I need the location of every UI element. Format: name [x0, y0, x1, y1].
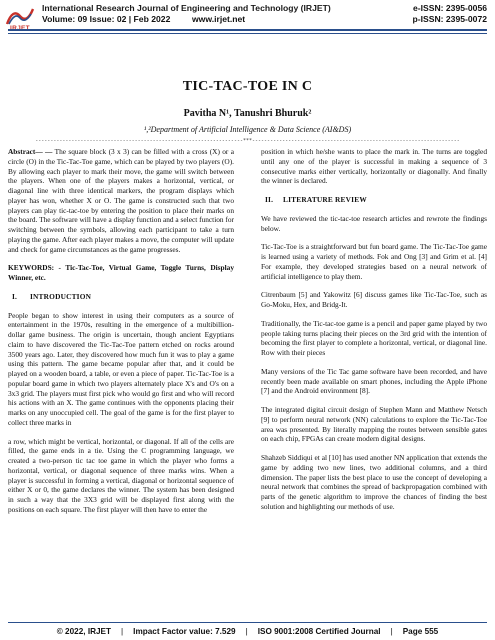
footer-separator: | [245, 627, 248, 636]
journal-name: International Research Journal of Engineering and Technology (IRJET) [42, 3, 331, 13]
section-number: I. [12, 291, 18, 301]
review-paragraph-3: Citrenbaum [5] and Yakowitz [6] discuss games like Tic-Tac-Toe, such as Go-Moku, Hex, and Bridg-It. [261, 290, 487, 309]
section-heading-literature-review [261, 195, 487, 205]
footer-separator: | [121, 627, 124, 636]
issn-block [412, 3, 487, 25]
page-footer [0, 627, 495, 636]
p-issn: p-ISSN: 2395-0072 [412, 14, 487, 24]
review-paragraph-5: Many versions of the Tic Tac game software have been recorded, and have recently been made available on smart phones, including the Apple iPhone [7] and the Android environment [8]. [261, 366, 487, 396]
intro-paragraph-1: People began to show interest in using their computers as a source of entertainment in the 1970s, resulting in the emergence of a multibillion-dollar game business. The origin is uncertain, though ancient Egyptians claim to have discovered the Tic-Tac-Toe pattern etched on rocks around 3500 years ago. Later, they discovered how much fun it was to play a game using this pattern. The game became popular after that, and it could be played on a wooden board, a table, or even a piece of paper. Tic-Tac-Toe is a popular board game in which two players alternately place X's and O's on a 3x3 grid. The players must first pick who would go first and who will record his actions with an X. The game continues with the opponents placing their marks on any unoccupied cell. The goal of the game is for the first player to collect three marks in [8, 310, 234, 427]
right-column [261, 147, 487, 512]
section-number: II. [265, 195, 274, 204]
footer-impact-factor: Impact Factor value: 7.529 [133, 627, 236, 636]
logo-emblem-icon [5, 6, 35, 26]
footer-iso: ISO 9001:2008 Certified Journal [257, 627, 381, 636]
intro-paragraph-2: a row, which might be vertical, horizontal, or diagonal. If all of the cells are filled, the game ends in a tie. Using the C programming language, we created a two-person tic tac toe game in which the player who forms a horizontal, vertical, or diagonal sequence of three marks wins. When a player is successful in forming a vertical, diagonal or horizontal sequence of either X or 0, the game declares the winner. The system has been designed in such a way that the 3X3 grid will be displayed first along with the positions on each square. The first player will then have to enter the [8, 436, 234, 514]
left-column [8, 147, 234, 515]
section-heading-introduction [8, 292, 234, 302]
review-paragraph-7: Shahzeb Siddiqui et al [10] has used another NN application that extends the game by adding two new lines, two additional columns, and a third dimension. The paper lists the best place to use the concept of developing a neural network that combines the spread of backpropagation combined with parts of the genetic algorithm to improve the chances of finding the best solution and highlighting our methods of use. [261, 453, 487, 511]
paper-title: TIC-TAC-TOE IN C [182, 79, 313, 94]
footer-rule [8, 622, 487, 623]
abstract-label: Abstract— — [8, 147, 53, 156]
review-paragraph-2: Tic-Tac-Toe is a straightforward but fun board game. The Tic-Tac-Toe game is learned using a variety of methods. Fok and Ong [3] and Grim et al. [4] For example, they developed strategies based on a neural network of artificial intelligence to play them. [261, 242, 487, 281]
journal-issue-line [42, 14, 372, 25]
section-separator: ---------------------------------------------------------------------***--------------------------------------------------------------------- [35, 138, 460, 144]
footer-copyright: © 2022, IRJET [56, 627, 112, 636]
journal-header [0, 0, 495, 46]
abstract-text: The square block (3 x 3) can be filled with a cross (X) or a circle (O) in the Tic-Tac-Toe game, which can be played by two players (O). By allowing each player to mark their move, the game will switch between the players. When one of the players makes a horizontal, vertical, or diagonal line with three identical markers, the program displays which player has won, whether X or O. The game is constructed such that two players can play tic-tac-toe by entering the position to place their marks on the board. The software will have a display function and a select function for switching between the symbols, allowing each participant to take a turn playing the game. After each player makes a move, the computer will update and check for game circumstances as the game progresses. [8, 147, 234, 254]
paper-affiliation: ¹,²Department of Artificial Intelligence & Data Science (AI&DS) [143, 125, 352, 134]
footer-separator: | [390, 627, 393, 636]
footer-page-number: Page 555 [402, 627, 439, 636]
abstract [8, 147, 234, 254]
header-rule [8, 29, 487, 31]
journal-website[interactable]: www.irjet.net [192, 14, 246, 24]
header-rule-thin [8, 33, 487, 34]
volume-issue: Volume: 09 Issue: 02 | Feb 2022 [42, 14, 171, 24]
logo-text: IRJET [10, 25, 30, 32]
review-paragraph-6: The integrated digital circuit design of Stephen Mann and Matthew Netsch [9] to perform neural network (NN) calculations to explore the Tic-Tac-Toe area was presented. By literally mapping the routes between sensible gates on each chip, FPGAs can create modern digital designs. [261, 405, 487, 444]
section-title: LITERATURE REVIEW [283, 195, 367, 204]
e-issn: e-ISSN: 2395-0056 [412, 3, 487, 13]
intro-continuation: position in which he/she wants to place the mark in. The turns are toggled until any one of the player is successful in making a sequence of 3 consecutive marks either vertically, horizontally or diagonally. And finally the winner is declared. [261, 147, 487, 186]
review-paragraph-4: Traditionally, the Tic-tac-toe game is a pencil and paper game played by two people taking turns placing their pieces on the 3rd grid with the intention of becoming the first player to complete a horizontal, vertical, or diagonal line. Row with their pieces [261, 318, 487, 357]
review-paragraph-1: We have reviewed the tic-tac-toe research articles and rewrote the findings below. [261, 213, 487, 233]
keywords: KEYWORDS: - Tic-Tac-Toe, Virtual Game, Toggle Turns, Display Winner, etc. [8, 263, 234, 282]
paper-authors: Pavitha N¹, Tanushri Bhuruk² [183, 108, 312, 119]
section-title: INTRODUCTION [30, 291, 92, 301]
